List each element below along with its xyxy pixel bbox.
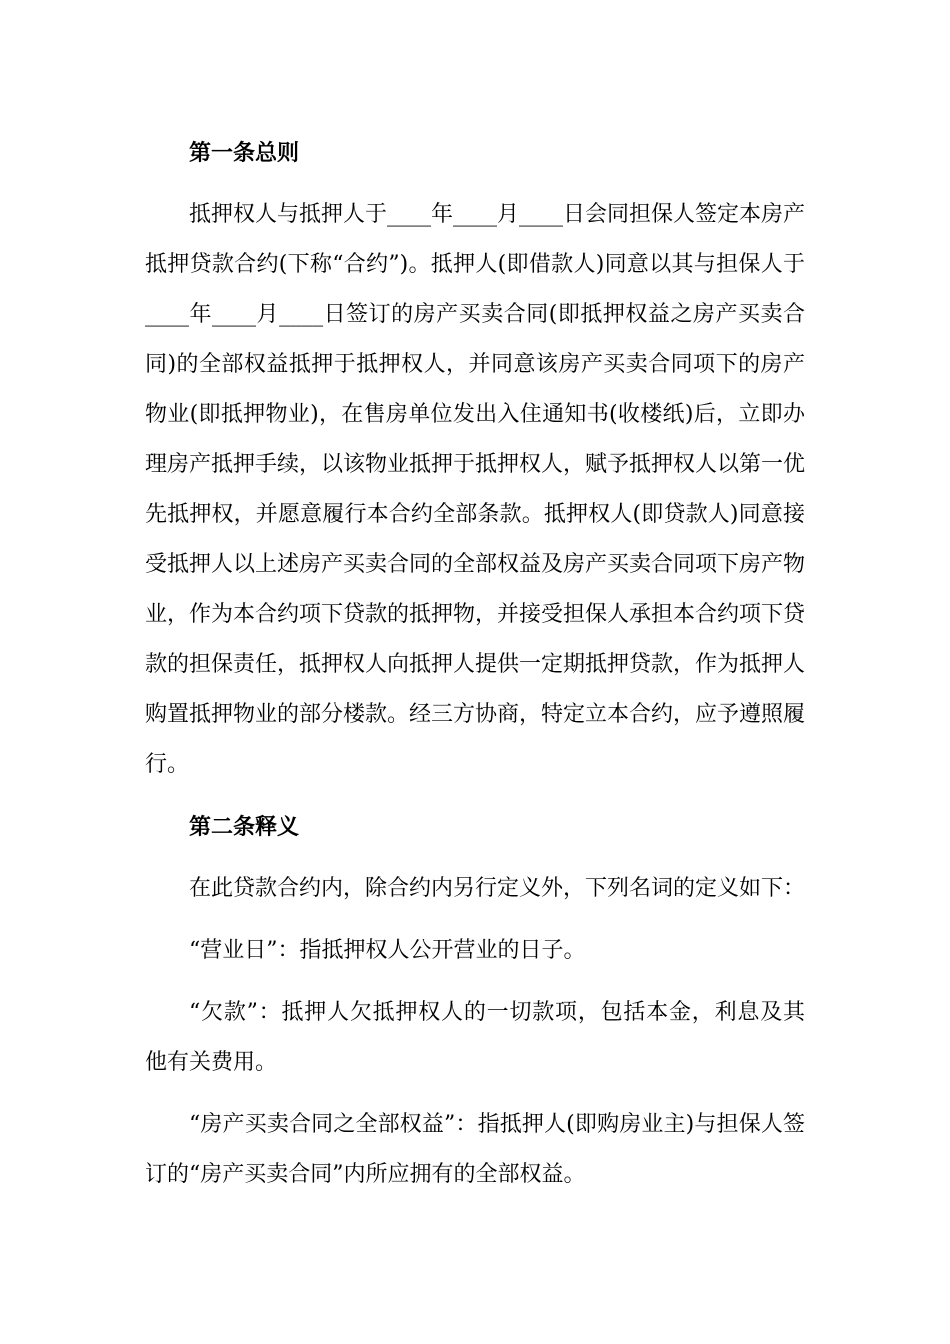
spacer <box>145 1088 805 1100</box>
document-body <box>145 128 805 1200</box>
spacer <box>145 852 805 864</box>
definition-contract-rights: “房产买卖合同之全部权益”：指抵押人(即购房业主)与担保人签订的“房产买卖合同”内所应拥有的全部权益。 <box>145 1112 805 1187</box>
section-1-title: 第一条总则 <box>189 140 300 166</box>
section-1-body: 抵押权人与抵押人于____年____月____日会同担保人签定本房产抵押贷款合约(下称“合约”)。抵押人(即借款人)同意以其与担保人于____年____月____日签订的房产买卖合同(即抵押权益之房产买卖合同)的全部权益抵押于抵押权人，并同意该房产买卖合同项下的房产物业(即抵押物业)，在售房单位发出入住通知书(收楼纸)后，立即办理房产抵押手续，以该物业抵押于抵押权人，赋予抵押权人以第一优先抵押权，并愿意履行本合约全部条款。抵押权人(即贷款人)同意接受抵押人以上述房产买卖合同的全部权益及房产买卖合同项下房产物业，作为本合约项下贷款的抵押物，并接受担保人承担本合约项下贷款的担保责任，抵押权人向抵押人提供一定期抵押贷款，作为抵押人购置抵押物业的部分楼款。经三方协商，特定立本合约，应予遵照履行。 <box>145 202 806 777</box>
spacer <box>145 178 805 190</box>
spacer <box>145 914 805 926</box>
spacer <box>145 790 805 802</box>
section-2-intro: 在此贷款合约内，除合约内另行定义外，下列名词的定义如下： <box>189 876 806 901</box>
definition-debt: “欠款”：抵押人欠抵押权人的一切款项，包括本金，利息及其他有关费用。 <box>145 1000 805 1075</box>
definition-business-day: “营业日”：指抵押权人公开营业的日子。 <box>189 938 586 963</box>
spacer <box>145 976 805 988</box>
section-2-title: 第二条释义 <box>189 814 300 840</box>
